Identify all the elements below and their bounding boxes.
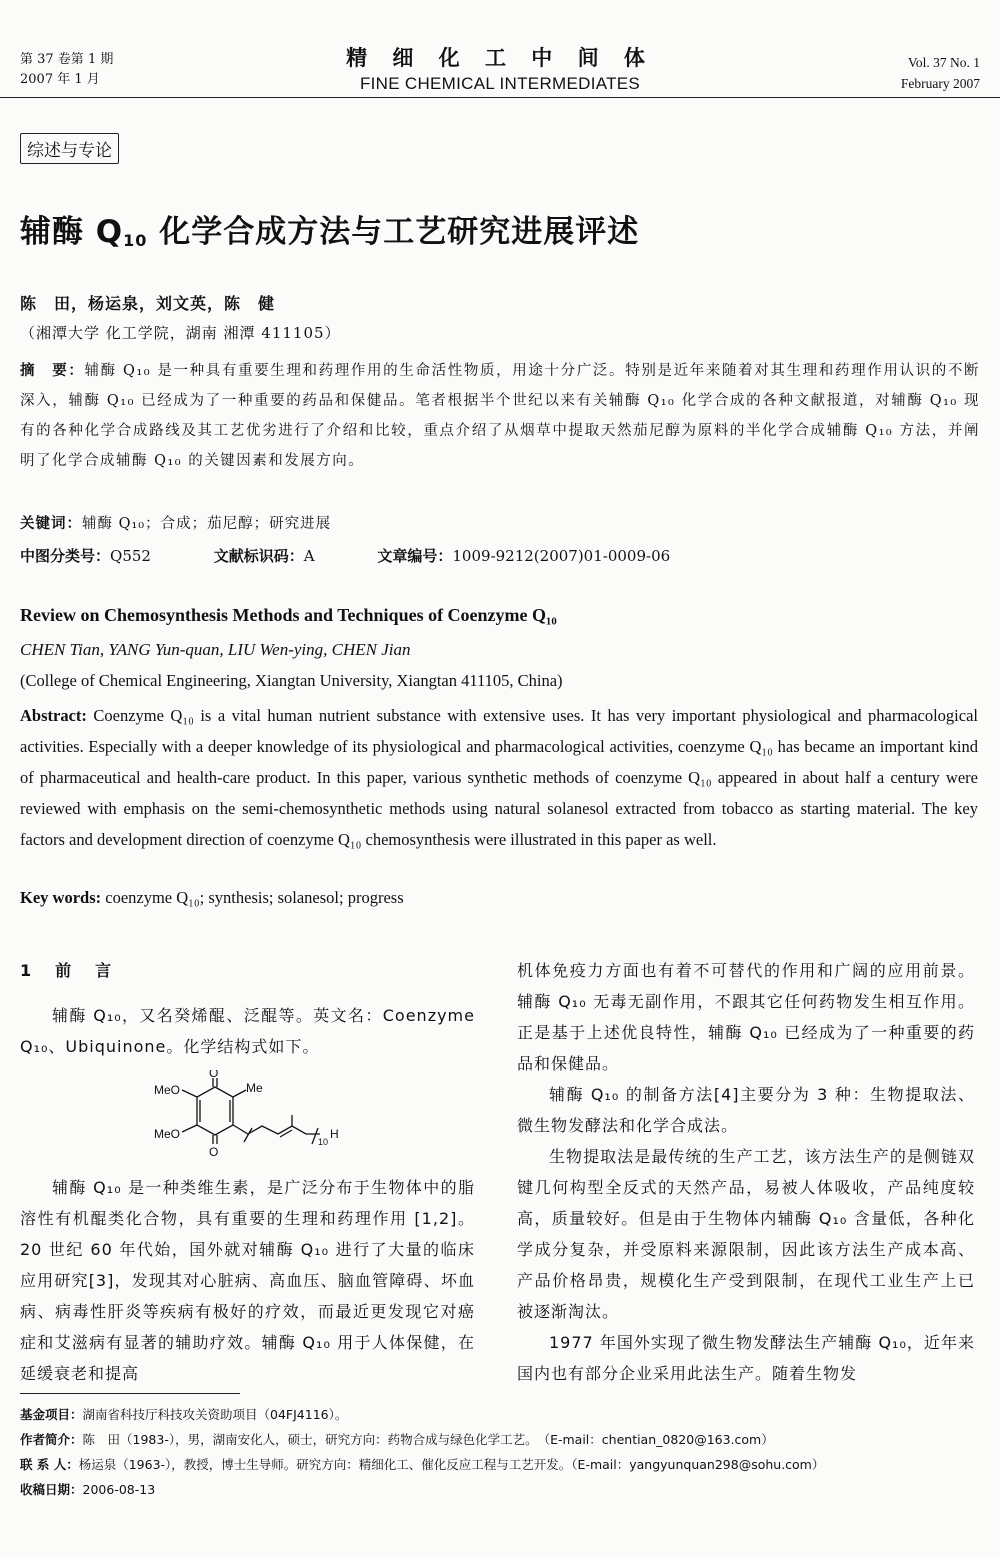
footnote-received bbox=[20, 1477, 824, 1502]
footnote-fund bbox=[20, 1402, 824, 1427]
journal-name-en: FINE CHEMICAL INTERMEDIATES bbox=[359, 74, 641, 93]
methoxy-bottom-label: MeO bbox=[154, 1127, 181, 1141]
keywords-en-label: Key words bbox=[20, 888, 96, 907]
abstract-en: Abstract: Coenzyme Q₁₀ is a vital human nutrient substance with extensive uses. It has very important physiological and pharmacological activities. Especially with a deeper knowledge of its physiological and pharmacological activities, coenzyme Q₁₀ has became an important kind of pharmaceutical and health-care product. In this paper, various synthetic methods of coenzyme Q₁₀ appeared in about half a century were reviewed with emphasis on the semi-chemosynthetic methods using natural solanesol extracted from tobacco as starting material. The key factors and development direction of coenzyme Q₁₀ chemosynthesis were illustrated in this paper as well. bbox=[20, 706, 979, 849]
received-label: 收稿日期： bbox=[20, 1482, 83, 1497]
keywords-cn-text: 辅酶 Q₁₀；合成；茄尼醇；研究进展 bbox=[82, 516, 332, 532]
methoxy-top-label: MeO bbox=[154, 1083, 181, 1097]
fund-text: 湖南省科技厅科技攻关资助项目（04FJ4116）。 bbox=[82, 1407, 348, 1422]
paper-title-en: Review on Chemosynthesis Methods and Techniques of Coenzyme Q₁₀ bbox=[20, 605, 557, 625]
abstract-cn-label: 摘 要： bbox=[20, 363, 85, 379]
footnote-rule bbox=[20, 1393, 240, 1394]
footnote-contact bbox=[20, 1452, 824, 1477]
fund-label: 基金项目： bbox=[20, 1407, 83, 1422]
affiliation-cn: （湘潭大学 化工学院，湖南 湘潭 411105） bbox=[20, 324, 341, 342]
repeat-count-label: 10 bbox=[318, 1137, 329, 1147]
date-en: February 2007 bbox=[900, 76, 980, 91]
intro-paragraph-1: 辅酶 Q₁₀，又名癸烯醌、泛醌等。英文名：Coenzyme Q₁₀、Ubiquinone。化学结构式如下。 bbox=[20, 1006, 475, 1056]
oxygen-top-label: O bbox=[209, 1070, 219, 1080]
doc-code-label: 文献标识码： bbox=[213, 547, 304, 565]
keywords-en: Key words: coenzyme Q₁₀; synthesis; solanesol; progress bbox=[20, 888, 404, 907]
right-paragraph-1: 机体免疫力方面也有着不可替代的作用和广阔的应用前景。辅酶 Q₁₀ 无毒无副作用，不跟其它任何药物发生相互作用。正是基于上述优良特性，辅酶 Q₁₀ 已经成为了一种重要的药品和保健品。 bbox=[517, 961, 975, 1073]
date-cn: 2007 年 1 月 bbox=[20, 72, 100, 87]
right-paragraph-2: 辅酶 Q₁₀ 的制备方法[4]主要分为 3 种：生物提取法、微生物发酵法和化学合成法。 bbox=[517, 1085, 975, 1135]
abstract-en-label: Abstract bbox=[20, 706, 82, 725]
section-tag: 综述与专论 bbox=[20, 133, 119, 164]
coq10-structure-figure bbox=[140, 1070, 360, 1169]
contact-text: 杨运泉（1963-），教授，博士生导师。研究方向：精细化工、催化反应工程与工艺开发。（E-mail：yangyunquan298@sohu.com） bbox=[78, 1457, 825, 1472]
abstract-cn bbox=[20, 356, 980, 476]
methyl-label: Me bbox=[246, 1081, 263, 1095]
author-bio-text: 陈 田（1983-），男，湖南安化人，硕士，研究方向：药物合成与绿色化学工艺。 （E-mail：chentian_0820@163.com） bbox=[82, 1432, 774, 1447]
title-part-2: 化学合成方法与工艺研究进展评述 bbox=[147, 214, 640, 250]
right-column bbox=[517, 955, 975, 1389]
abstract-cn-text: 辅酶 Q₁₀ 是一种具有重要生理和药理作用的生命活性物质，用途十分广泛。特别是近年来随着对其生理和药理作用认识的不断深入，辅酶 Q₁₀ 已经成为了一种重要的药品和保健品。笔者根据半个世纪以来有关辅酶 Q₁₀ 化学合成的各种文献报道，对辅酶 Q₁₀ 现有的各种化学合成路线及其工艺优劣进行了介绍和比较，重点介绍了从烟草中提取天然茄尼醇为原料的半化学合成辅酶 Q₁₀ 方法，并阐明了化学合成辅酶 Q₁₀ 的关键因素和发展方向。 bbox=[20, 363, 981, 469]
contact-label: 联 系 人： bbox=[20, 1457, 79, 1472]
oxygen-bottom-label: O bbox=[209, 1145, 219, 1159]
title-part-1: 辅酶 Q bbox=[20, 214, 124, 250]
keywords-cn bbox=[20, 512, 331, 533]
footnote-author bbox=[20, 1427, 824, 1452]
volume-cn: 第 37 卷第 1 期 bbox=[20, 52, 114, 67]
intro-paragraph-2: 辅酶 Q₁₀ 是一种类维生素，是广泛分布于生物体中的脂溶性有机醌类化合物，具有重要的生理和药理作用 [1,2]。20 世纪 60 年代始，国外就对辅酶 Q₁₀ 进行了大量的临床应用研究[3]，发现其对心脏病、高血压、脑血管障碍、坏血病、病毒性肝炎等疾病有极好的疗效，而最近更发现它对癌症和艾滋病有显著的辅助疗效。辅酶 Q₁₀ 用于人体保健，在延缓衰老和提高 bbox=[20, 1178, 475, 1383]
journal-masthead bbox=[0, 42, 1000, 94]
volume-en: Vol. 37 No. 1 bbox=[907, 55, 980, 70]
issue-info-en bbox=[901, 52, 980, 94]
keywords-en-text: coenzyme Q₁₀; synthesis; solanesol; progress bbox=[105, 888, 404, 907]
author-bio-label: 作者简介： bbox=[20, 1432, 83, 1447]
classification-line bbox=[20, 545, 670, 566]
right-paragraph-4: 1977 年国外实现了微生物发酵法生产辅酶 Q₁₀，近年来国内也有部分企业采用此法生产。随着生物发 bbox=[517, 1333, 975, 1383]
title-subscript: 10 bbox=[123, 231, 148, 250]
section-heading-intro: 1 前 言 bbox=[20, 961, 116, 980]
clc-value: Q552 bbox=[110, 547, 151, 565]
paper-title-cn bbox=[20, 206, 639, 251]
article-no-label: 文章编号： bbox=[377, 547, 453, 565]
structure-drawing bbox=[140, 1070, 360, 1165]
authors-cn: 陈 田，杨运泉，刘文英，陈 健 bbox=[20, 294, 276, 313]
article-no-value: 1009-9212(2007)01-0009-06 bbox=[452, 547, 671, 565]
journal-name-cn: 精 细 化 工 中 间 体 bbox=[346, 46, 654, 70]
affiliation-en: (College of Chemical Engineering, Xiangtan University, Xiangtan 411105, China) bbox=[20, 671, 563, 690]
right-paragraph-3: 生物提取法是最传统的生产工艺，该方法生产的是侧链双键几何构型全反式的天然产品，易被人体吸收，产品纯度较高，质量较好。但是由于生物体内辅酶 Q₁₀ 含量低，各种化学成分复杂，并受原料来源限制，因此该方法生产成本高、产品价格昂贵，规模化生产受到限制，在现代工业生产上已被逐渐淘汰。 bbox=[517, 1147, 975, 1321]
clc-label: 中图分类号： bbox=[20, 547, 111, 565]
authors-en: CHEN Tian, YANG Yun-quan, LIU Wen-ying, CHEN Jian bbox=[20, 640, 411, 659]
keywords-cn-label: 关键词： bbox=[20, 516, 82, 532]
header-rule bbox=[0, 97, 1000, 98]
received-date: 2006-08-13 bbox=[82, 1482, 156, 1497]
doc-code-value: A bbox=[303, 547, 315, 565]
hydrogen-label: H bbox=[330, 1127, 339, 1141]
footnotes bbox=[20, 1402, 824, 1502]
quinone-ring bbox=[197, 1087, 233, 1135]
abstract-en-text: Coenzyme Q₁₀ is a vital human nutrient substance with extensive uses. It has very important physiological and pharmacological activities. Especially with a deeper knowledge of its physiological and pharmacological activities, coenzyme Q₁₀ has became an important kind of pharmaceutical and health-care product. In this paper, various synthetic methods of coenzyme Q₁₀ appeared in about half a century were reviewed with emphasis on the semi-chemosynthetic methods using natural solanesol extracted from tobacco as starting material. The key factors and development direction of coenzyme Q₁₀ chemosynthesis were illustrated in this paper as well. bbox=[20, 706, 979, 849]
